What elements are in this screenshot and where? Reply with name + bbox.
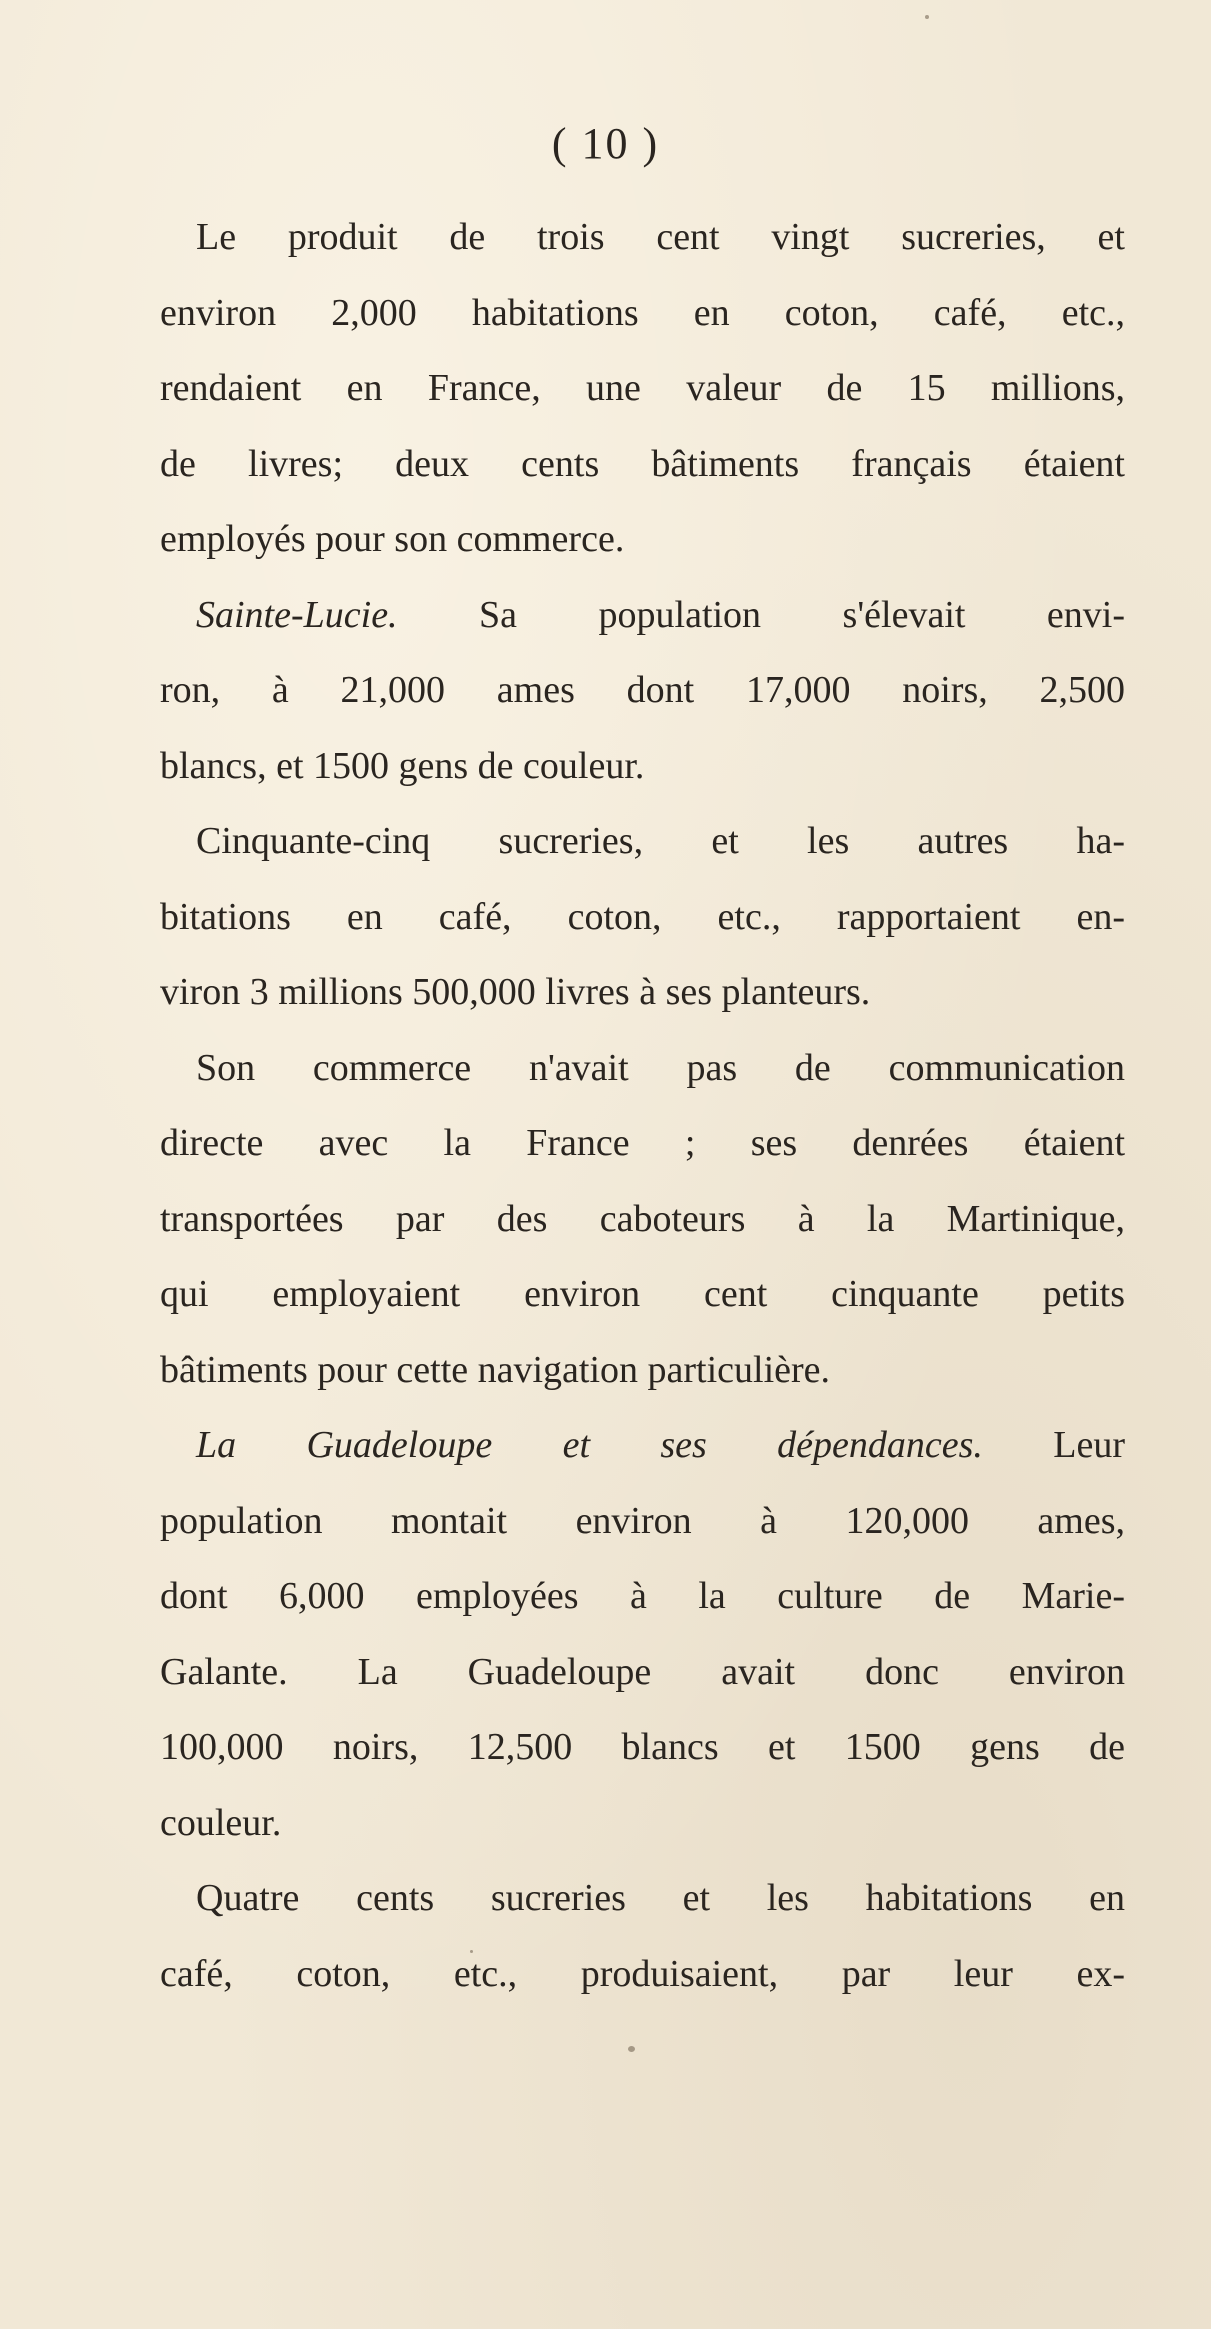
text-line: 100,000 noirs, 12,500 blancs et 1500 gens de (160, 1726, 1125, 1768)
text-line: bâtiments pour cette navigation particulière. (160, 1348, 831, 1391)
text-line: couleur. (160, 1801, 282, 1844)
text-line: rendaient en France, une valeur de 15 millions, (160, 367, 1125, 409)
text-line: café, coton, etc., produisaient, par leur ex- (160, 1952, 1125, 1995)
section-heading: Sainte-Lucie. (196, 593, 398, 636)
text-line: directe avec la France ; ses denrées étaient (160, 1122, 1125, 1164)
ink-speck (628, 2046, 635, 2052)
text-line: Quatre cents sucreries et les habitations en (196, 1877, 1125, 1919)
text-line (160, 1408, 1125, 1484)
line-text: Leur (982, 1424, 1125, 1466)
ink-speck (925, 15, 929, 19)
text-line: population montait environ à 120,000 ames, (160, 1499, 1125, 1542)
text-line: Cinquante-cinq sucreries, et les autres ha- (196, 820, 1125, 862)
page-number: ( 10 ) (551, 119, 660, 168)
line-text: Sa population s'élevait envi- (397, 593, 1125, 636)
body-text (160, 200, 1125, 2012)
text-line: Le produit de trois cent vingt sucreries, et (196, 216, 1125, 258)
text-line: environ 2,000 habitations en coton, café, etc., (160, 291, 1125, 334)
text-line: ron, à 21,000 ames dont 17,000 noirs, 2,500 (160, 669, 1125, 711)
text-line: dont 6,000 employées à la culture de Marie- (160, 1575, 1125, 1617)
text-line: viron 3 millions 500,000 livres à ses planteurs. (160, 971, 871, 1013)
text-line: Galante. La Guadeloupe avait donc environ (160, 1650, 1125, 1693)
text-line: transportées par des caboteurs à la Martinique, (160, 1197, 1125, 1240)
text-line: employés pour son commerce. (160, 518, 625, 560)
text-line: qui employaient environ cent cinquante petits (160, 1273, 1125, 1315)
text-line: de livres; deux cents bâtiments français étaient (160, 442, 1125, 485)
text-line: Son commerce n'avait pas de communication (196, 1046, 1125, 1089)
text-line: bitations en café, coton, etc., rapportaient en- (160, 895, 1125, 938)
section-heading: La Guadeloupe et ses dépendances. (196, 1424, 983, 1466)
text-line: blancs, et 1500 gens de couleur. (160, 744, 645, 787)
text-line (160, 578, 1125, 654)
